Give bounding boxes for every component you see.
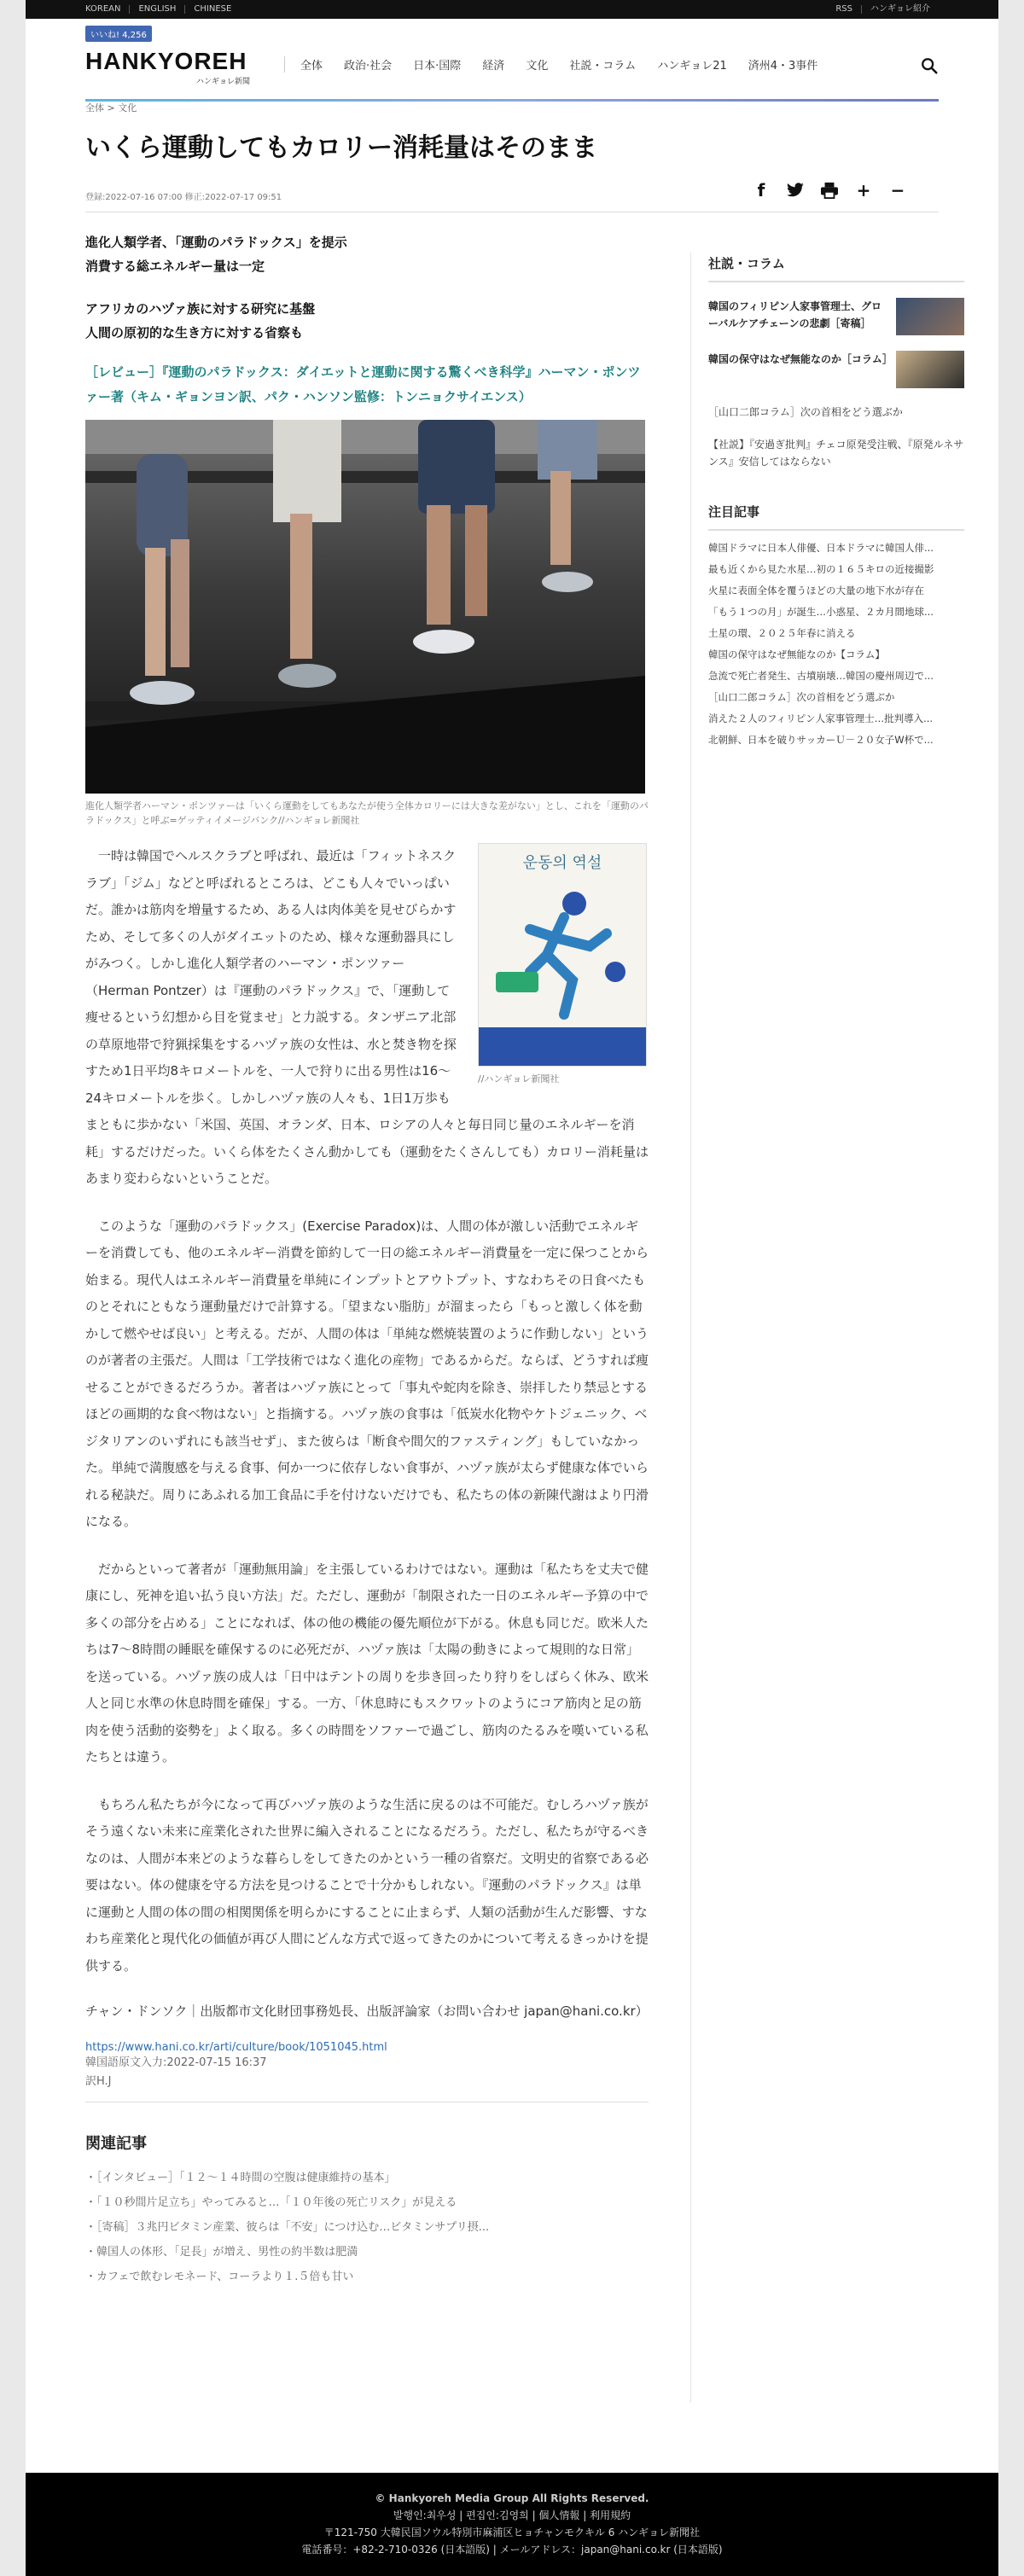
related-item[interactable]: ・［寄稿］３兆円ビタミン産業、彼らは「不安」につけ込む…ビタミンサプリ摂... — [85, 2221, 490, 2234]
related-item[interactable]: ・カフェで飲むレモネード、コーラより１.５倍も甘い — [85, 2271, 354, 2283]
nav-jeju43[interactable]: 済州4・3事件 — [748, 60, 818, 73]
korean-original-date: 韓国語原文入力:2022-07-15 16:37 — [85, 2056, 267, 2069]
article-photo — [85, 420, 645, 794]
font-decrease-icon[interactable]: − — [890, 180, 905, 201]
top-bar — [26, 0, 998, 19]
article-dates: 登録:2022-07-16 07:00 修正:2022-07-17 09:51 — [85, 193, 282, 202]
link-chinese[interactable]: CHINESE — [194, 4, 232, 14]
column-thumbnail[interactable] — [896, 351, 964, 388]
footer-address: 〒121-750 大韓民国ソウル特別市麻浦区ヒョチャンモクキル 6 ハンギョレ新聞社 — [323, 2527, 701, 2538]
subheadline-4: 人間の原初的な生き方に対する省察も — [85, 325, 304, 340]
share-bar — [750, 179, 909, 201]
popular-item[interactable]: 北朝鮮、日本を破りサッカーＵ－２０女子W杯で... — [708, 734, 934, 746]
book-cover-box — [478, 843, 649, 1085]
search-icon[interactable] — [920, 56, 939, 75]
print-icon[interactable] — [818, 179, 841, 201]
site-header — [26, 19, 998, 105]
article-body — [85, 230, 649, 2289]
footer-contact: 電話番号：+82-2-710-0326 (日本語版) | メールアドレス：japan@hani.co.kr (日本語版) — [301, 2544, 723, 2556]
column-item[interactable]: 【社説】『安過ぎ批判』チェコ原発受注戦、『原発ルネサンス』安信してはならない — [708, 439, 964, 468]
breadcrumb-separator: > — [107, 102, 115, 113]
paragraph-3: だからといって著者が「運動無用論」を主張しているわけではない。運動は「私たちを丈夫で健康にし、死神を追い払う良い方法」だ。ただし、運動が「制限された一日のエネルギー予算の中で多くの部分を占める」ことになれば、体の他の機能の優先順位が下がる。休息も同じだ。欧米人たちは7〜8時間の睡眠を確保するのに必死だが、ハヅァ族は「太陽の動きによって規則的な日常」を送っている。ハヅァ族の成人は「日中はテントの周りを歩き回ったり狩りをしばらく休み、欧米人と同じ水準の休息時間を確保」する。一方、「休息時にもスクワットのようにコア筋肉と足の筋肉を使う活動的姿勢を」よく取る。多くの時間をソファーで過ごし、筋肉のたるみを嘆いている私たちとは違う。 — [85, 1561, 649, 1765]
author-credit: チャン・ドンソク｜出版都市文化財団事務処長、出版評論家（お問い合わせ japan@hani.co.kr） — [85, 2003, 649, 2019]
popular-item[interactable]: 最も近くから見た水星…初の１６５キロの近接撮影 — [708, 563, 934, 575]
paragraph-1: 一時は韓国でヘルスクラブと呼ばれ、最近は「フィットネスクラブ」「ジム」などと呼ばれるところは、どこも人々でいっぱいだ。誰かは筋肉を増量するため、ある人は肉体美を見せびらかすため、そして多くの人がダイエットのため、様々な運動器具にしがみつく。しかし進化人類学者のハーマン・ポンツァー（Herman Pontzer）は『運動のパラドックス』で、「運動して痩せるという幻想から目を覚ませ」と力説する。タンザニア北部の草原地帯で狩猟採集をするハヅァ族の女性は、水と焚き物を探すため1日平均8キロメートルを、一人で狩りに出る男性は16〜24キロメートルを歩く。しかしハヅァ族の人々も、1日1万歩もまともに歩かない「米国、英国、オランダ、日本、ロシアの人々と毎日同じ量のエネルギーを消耗」するだけだった。いくら体をたくさん動かしても（運動をたくさんしても）カロリー消耗量はあまり変わらないということだ。 — [85, 848, 649, 1186]
nav-all[interactable]: 全体 — [300, 60, 323, 73]
link-korean[interactable]: KOREAN — [85, 5, 130, 14]
column-item[interactable]: ［山口二郎コラム］次の首相をどう選ぶか — [708, 406, 903, 418]
page — [26, 0, 998, 2576]
utility-links — [835, 5, 939, 14]
breadcrumb — [85, 101, 137, 114]
original-article-link[interactable]: https://www.hani.co.kr/arti/culture/book/1051045.html — [85, 2041, 387, 2054]
related-heading: 関連記事 — [85, 2135, 147, 2153]
book-cover-image — [478, 843, 647, 1067]
popular-articles — [708, 503, 964, 751]
site-logo[interactable]: HANKYOREH — [85, 48, 247, 74]
popular-item[interactable]: ［山口二郎コラム］次の首相をどう選ぶか — [708, 691, 895, 703]
related-item[interactable]: ・韓国人の体形、「足長」が増え、男性の約半数は肥満 — [85, 2246, 358, 2259]
popular-item[interactable]: 韓国ドラマに日本人俳優、日本ドラマに韓国人俳... — [708, 542, 934, 554]
nav-hankyoreh21[interactable]: ハンギョレ21 — [657, 60, 727, 73]
popular-item[interactable]: 火星に表面全体を覆うほどの大量の地下水が存在 — [708, 584, 924, 596]
paragraph-4: もちろん私たちが今になって再びハヅァ族のような生活に戻るのは不可能だ。むしろハヅァ族がそう遠くない未来に産業化された世界に編入されることになるだろう。ただし、私たちが守るべきなのは、人間が本来どのような暮らしをしてきたのかという一種の省察だ。文明史的省察である必要はない。体の健康を守る方法を見つけることで十分かもしれない。『運動のパラドックス』は単に運動と人間の体の間の相関関係を明らかにすることに止まらず、人類の活動が生んだ影響、すなわち産業化と現代化の価値が再び人間にどんな方式で返ってきたのかについて考えるきっかけを提供する。 — [85, 1796, 649, 1974]
link-rss[interactable]: RSS — [835, 5, 862, 14]
facebook-icon[interactable]: f — [757, 180, 765, 201]
nav-politics[interactable]: 政治·社会 — [344, 60, 393, 73]
popular-item[interactable]: 消えた２人のフィリピン人家事管理士…批判導入... — [708, 712, 934, 724]
column-thumbnail[interactable] — [896, 298, 964, 335]
paragraph-2: このような「運動のパラドックス」(Exercise Paradox)は、人間の体が激しい活動でエネルギーを消費しても、他のエネルギー消費を節約して一日の総エネルギー消費量を一定に保つことから始まる。現代人はエネルギー消費量を単純にインプットとアウトプット、すなわちその日食べたものとそれにともなう運動量だけで計算する。「望まない脂肪」が溜まったら「もっと激しく体を動かして燃やせば良い」と考える。だが、人間の体は「単純な燃焼装置のように作動しない」というのが著者の主張だ。人間は「工学技術ではなく進化の産物」であるからだ。ならば、どうすれば痩せることができるだろうか。著者はハヅァ族にとって「事丸や蛇肉を除き、崇拝したり禁忌とするほどの画期的な食べ物はない」と指摘する。ハヅァ族の食事は「低炭水化物やケトジェニック、ベジタリアンのいずれにも該当せず」、また彼らは「断食や間欠的ファスティング」もしていなかった。単純で満腹感を与える食事、何か一つに依存しない食事が、ハヅァ族が太らず健康な体でいられる秘訣だ。周りにあふれる加工食品に手を付けないだけでも、私たちの体の新陳代謝はより円滑になる。 — [85, 1218, 649, 1529]
link-english[interactable]: ENGLISH — [130, 5, 185, 14]
book-cover-title: 운동의 역설 — [522, 854, 602, 872]
popular-item[interactable]: 急流で死亡者発生、古墳崩壊…韓国の慶州周辺で... — [708, 670, 934, 682]
nav-culture[interactable]: 文化 — [526, 60, 549, 73]
site-footer — [26, 2473, 998, 2576]
column-item[interactable]: 韓国のフィリピン人家事管理士、グローバルケアチェーンの悲劇［寄稿］ — [708, 298, 964, 335]
breadcrumb-section[interactable]: 文化 — [118, 102, 137, 113]
logo-subtitle: ハンギョレ新聞 — [196, 78, 251, 86]
main-nav — [284, 56, 817, 73]
header-divider — [85, 99, 939, 102]
language-links — [85, 5, 240, 14]
sidebar-column-heading: 社説・コラム — [708, 254, 964, 282]
subheadline-3: アフリカのハヅァ族に対する研究に基盤 — [85, 301, 316, 317]
nav-opinion[interactable]: 社説・コラム — [569, 60, 637, 73]
twitter-icon[interactable] — [784, 179, 806, 201]
sidebar — [708, 254, 964, 751]
subheadline-1: 進化人類学者、「運動のパラドックス」を提示 — [85, 235, 347, 250]
related-item[interactable]: ・［インタビュー］「１２～１４時間の空腹は健康維持の基本」 — [85, 2172, 396, 2184]
related-articles — [85, 2131, 649, 2289]
subheadline-2: 消費する総エネルギー量は一定 — [85, 259, 265, 274]
popular-heading: 注目記事 — [708, 503, 964, 531]
footer-copyright: © Hankyoreh Media Group All Rights Reserved. — [375, 2492, 649, 2504]
nav-international[interactable]: 日本·国際 — [413, 60, 462, 73]
review-heading: ［レビュー］『運動のパラドックス：ダイエットと運動に関する驚くべき科学』ハーマン・ポンツァー著（キム・ギョンヨン訳、パク・ハンソン監修：トンニョクサイエンス） — [85, 364, 641, 404]
link-about[interactable]: ハンギョレ紹介 — [870, 4, 930, 14]
footer-publisher: 발행인:최우성 | 편집인:김영희 | 個人情報 | 利用規約 — [393, 2509, 631, 2521]
facebook-like-button[interactable]: いいね! 4,256 — [85, 26, 152, 42]
column-divider — [690, 253, 691, 2403]
photo-caption: 進化人類学者ハーマン・ポンツァーは「いくら運動をしてもあなたが使う全体カロリーには大きな差がない」とし、これを「運動のパラドックス」と呼ぶ=ゲッティイメージバンク//ハンギョレ新聞社 — [85, 800, 649, 826]
article-text — [85, 843, 649, 1980]
related-item[interactable]: ・「１０秒間片足立ち」やってみると…「１０年後の死亡リスク」が見える — [85, 2196, 457, 2209]
popular-item[interactable]: 韓国の保守はなぜ無能なのか【コラム】 — [708, 648, 885, 660]
column-item[interactable]: 韓国の保守はなぜ無能なのか［コラム］ — [708, 351, 964, 388]
article-title: いくら運動してもカロリー消耗量はそのまま — [85, 133, 597, 163]
popular-item[interactable]: 土星の環、２０２５年春に消える — [708, 627, 856, 639]
font-increase-icon[interactable]: + — [856, 180, 871, 201]
nav-economy[interactable]: 経済 — [482, 60, 505, 73]
translator-credit: 訳H.J — [85, 2075, 112, 2088]
breadcrumb-root[interactable]: 全体 — [85, 102, 104, 113]
popular-item[interactable]: 「もう１つの月」が誕生…小惑星、２カ月間地球... — [708, 606, 934, 618]
book-cover-caption: //ハンギョレ新聞社 — [478, 1073, 560, 1084]
